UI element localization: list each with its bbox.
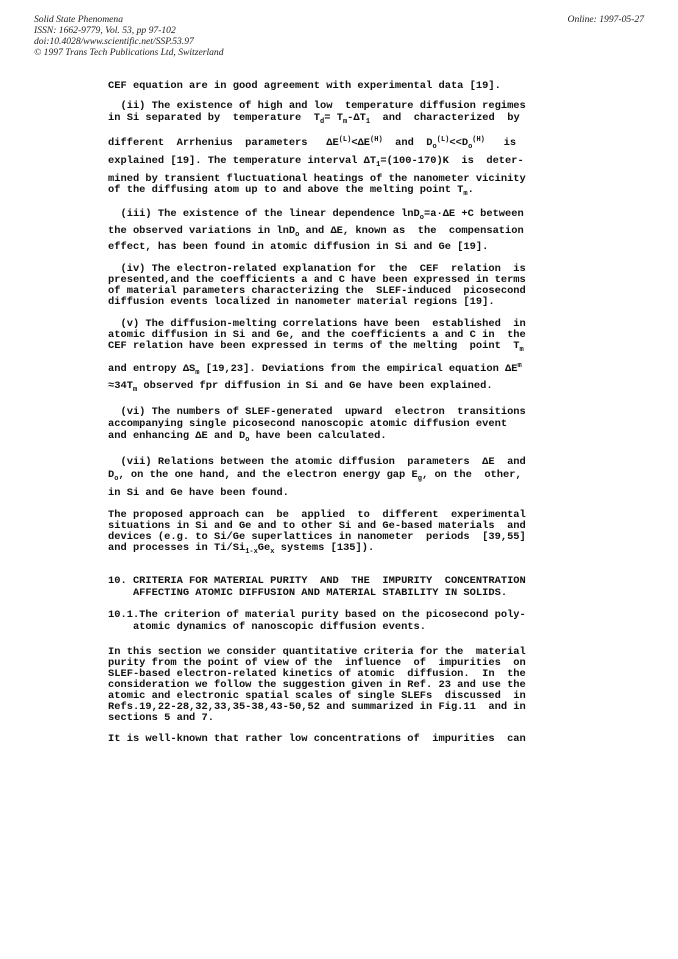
text-line: $D_o$, on the one hand, and the electron energy gap $E_g$, on the other,: [108, 469, 522, 483]
text-line: (v) The diffusion-melting correlations have been established in: [108, 318, 526, 330]
text-line: atomic diffusion in Si and Ge, and the coefficients a and C in the: [108, 329, 526, 341]
text-line: atomic and electronic spatial scales of single SLEFs discussed in: [108, 690, 526, 702]
text-line: CEF relation have been expressed in terms of the melting point $T_m$: [108, 340, 524, 354]
online-date: Online: 1997-05-27: [567, 14, 644, 25]
text-line: and enhancing ΔE and $D_o$ have been calculated.: [108, 430, 387, 444]
text-line: in Si and Ge have been found.: [108, 487, 289, 499]
text-line: and processes in $Ti/Si_{1-x}Ge_x$ systems [135]).: [108, 542, 375, 556]
text-line: consideration we follow the suggestion given in Ref. 23 and use the: [108, 679, 526, 691]
text-line: diffusion events localized in nanometer material regions [19].: [108, 296, 495, 308]
text-line: effect, has been found in atomic diffusion in Si and Ge [19].: [108, 241, 489, 253]
doi-line: doi:10.4028/www.scientific.net/SSP.53.97: [34, 36, 194, 47]
journal-name: Solid State Phenomena: [34, 14, 123, 25]
text-line: of material parameters characterizing the SLEF-induced picosecond: [108, 285, 526, 297]
text-line: (ii) The existence of high and low temperature diffusion regimes: [108, 100, 526, 112]
text-line: different Arrhenius parameters $\Delta E^{(L)}<\Delta E^{(H)}$ and $D_o^{(L)}<<D_o^{(H)}$ is: [108, 136, 517, 151]
issn-line: ISSN: 1662-9779, Vol. 53, pp 97-102: [34, 25, 176, 36]
text-line: $\approx 34T_m$ observed fpr diffusion in Si and Ge have been explained.: [108, 380, 493, 394]
text-line: (vii) Relations between the atomic diffusion parameters ΔE and: [108, 456, 526, 468]
text-line: 10.1.The criterion of material purity based on the picosecond poly-: [108, 609, 526, 621]
text-line: 10. CRITERIA FOR MATERIAL PURITY AND THE IMPURITY CONCENTRATION: [108, 575, 526, 587]
text-line: (vi) The numbers of SLEF-generated upward electron transitions: [108, 406, 526, 418]
text-line: sections 5 and 7.: [108, 712, 215, 724]
copyright-line: © 1997 Trans Tech Publications Ltd, Switzerland: [34, 47, 224, 58]
text-line: (iv) The electron-related explanation for the CEF relation is: [108, 263, 526, 275]
text-line: AFFECTING ATOMIC DIFFUSION AND MATERIAL STABILITY IN SOLIDS.: [108, 587, 508, 599]
text-line: of the diffusing atom up to and above the melting point $T_m$.: [108, 184, 474, 198]
text-line: the observed variations in lnD$_o$ and ΔE, known as the compensation: [108, 225, 524, 239]
text-line: devices (e.g. to Si/Ge superlattices in nanometer periods [39,55]: [108, 531, 526, 543]
text-line: The proposed approach can be applied to different experimental: [108, 509, 526, 521]
paragraph-cef: CEF equation are in good agreement with experimental data [19].: [108, 80, 501, 92]
paragraph-last: It is well-known that rather low concentrations of impurities can: [108, 733, 526, 745]
text-line: Refs.19,22-28,32,33,35-38,43-50,52 and summarized in Fig.11 and in: [108, 701, 526, 713]
text-line: mined by transient fluctuational heatings of the nanometer vicinity: [108, 173, 526, 185]
text-line: explained [19]. The temperature interval $\Delta T_1=(100-170)K$ is deter-: [108, 155, 524, 169]
text-line: presented,and the coefficients a and C have been expressed in terms: [108, 274, 526, 286]
text-line: atomic dynamics of nanoscopic diffusion events.: [108, 621, 427, 633]
text-line: purity from the point of view of the influence of impurities on: [108, 657, 526, 669]
text-line: situations in Si and Ge and to other Si and Ge-based materials and: [108, 520, 526, 532]
text-line: in Si separated by temperature $T_d= T_m-\Delta T_1$ and characterized by: [108, 112, 520, 126]
text-line: and entropy $\Delta S_m$ [19,23]. Deviations from the empirical equation $\Delta E^m$: [108, 362, 522, 377]
text-line: In this section we consider quantitative criteria for the material: [108, 646, 526, 658]
text-line: SLEF-based electron-related kinetics of atomic diffusion. In the: [108, 668, 526, 680]
journal-header: [34, 14, 224, 58]
text-line: (iii) The existence of the linear dependence lnD$_o$=a·ΔE +C between: [108, 208, 524, 222]
text-line: accompanying single picosecond nanoscopic atomic diffusion event: [108, 418, 508, 430]
